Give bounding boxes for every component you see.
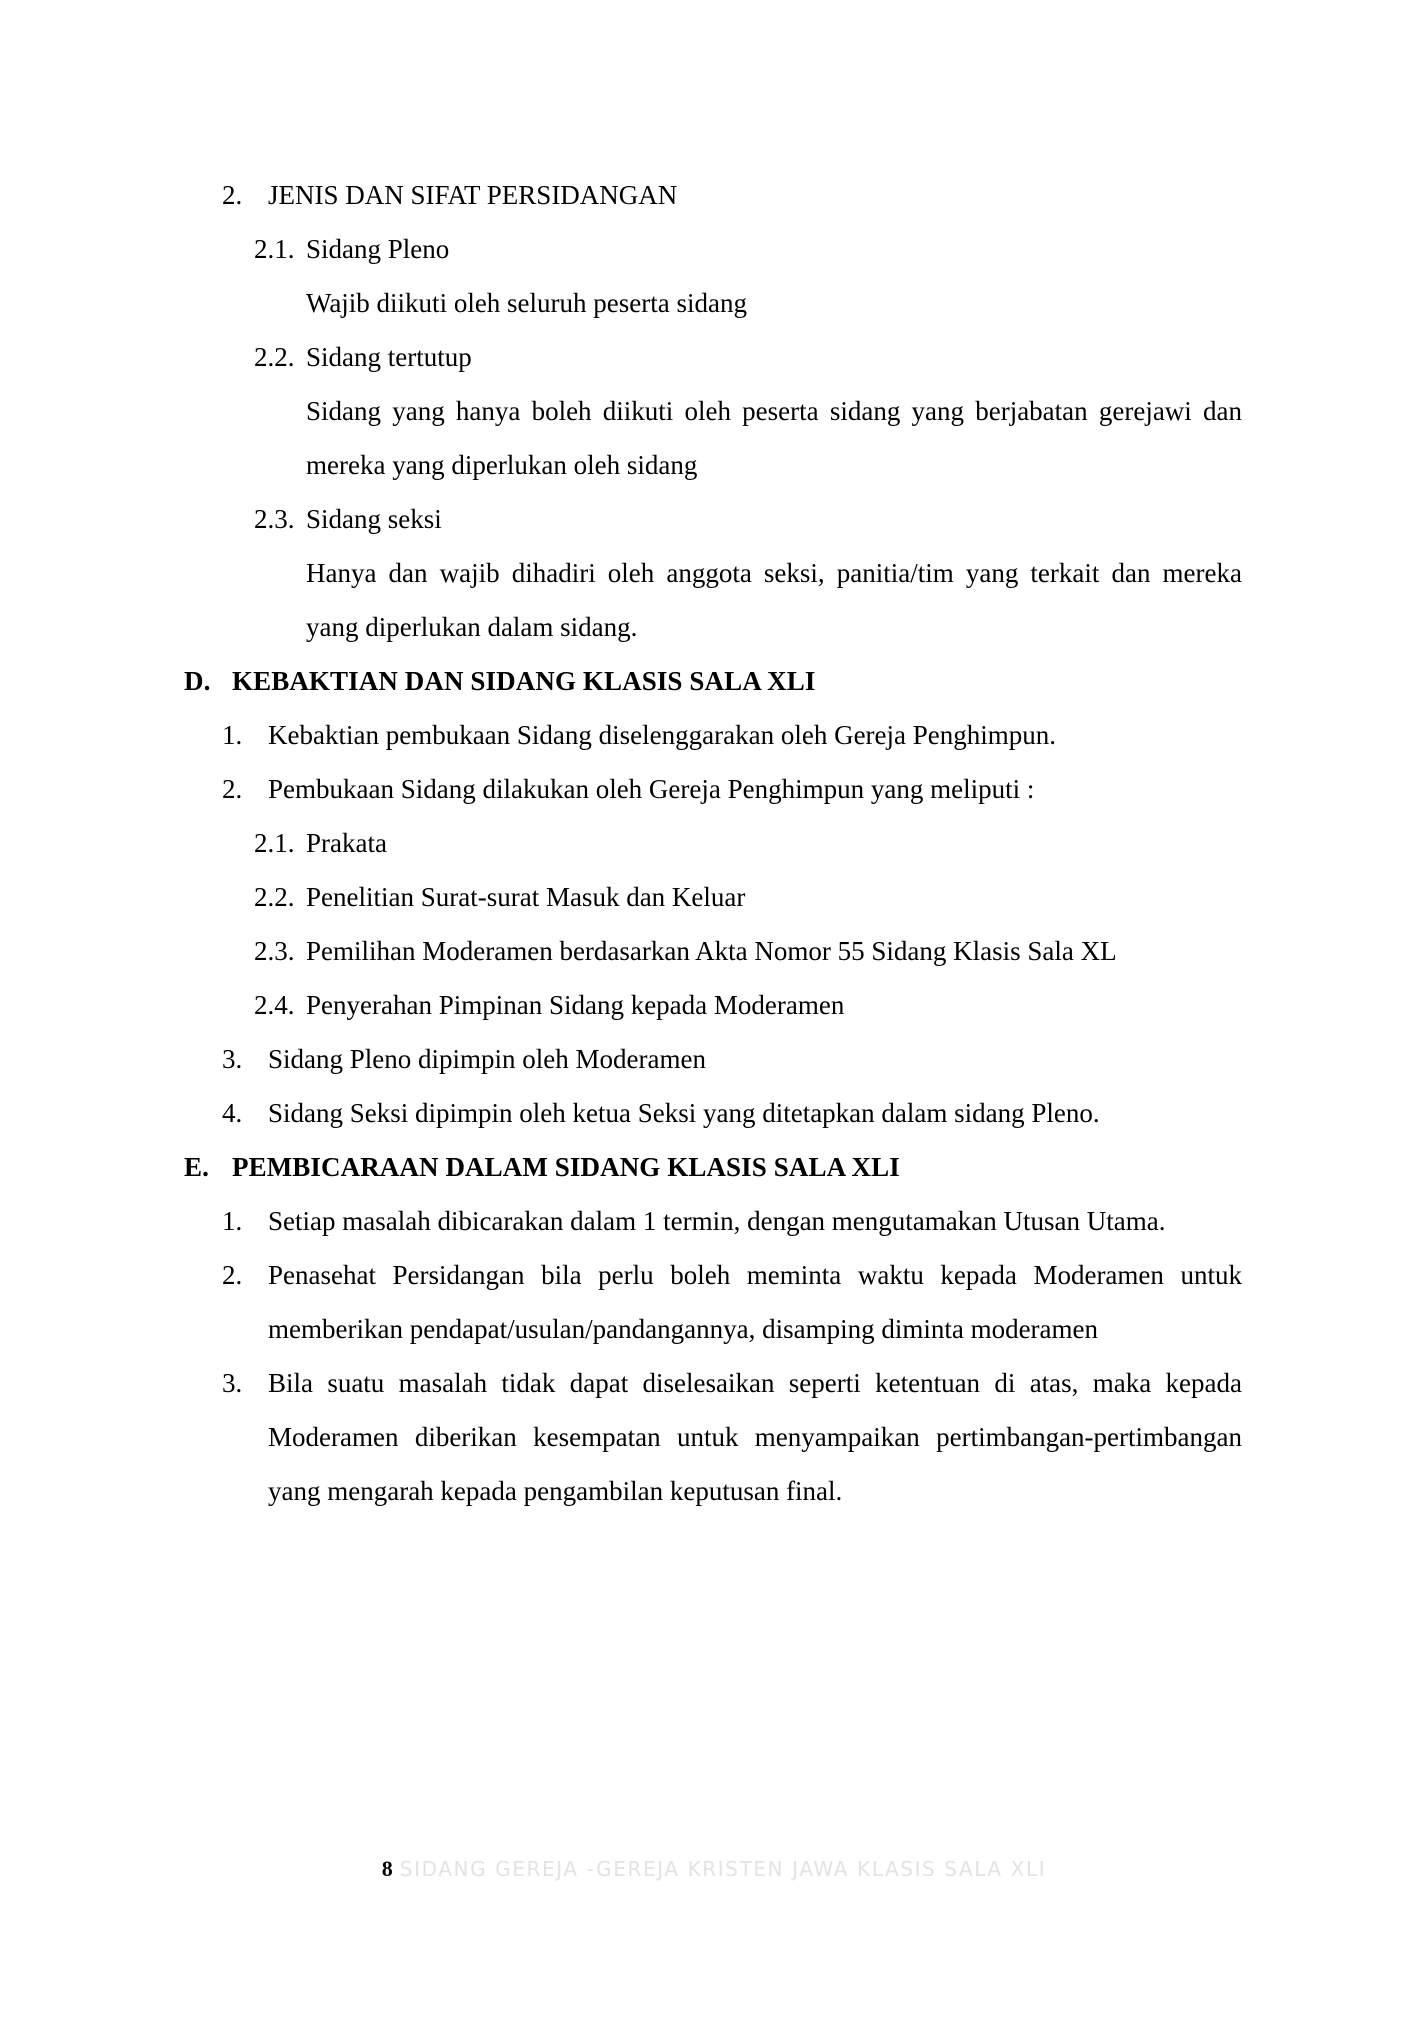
list-item-text: Sidang Seksi dipimpin oleh ketua Seksi yang ditetapkan dalam sidang Pleno. <box>268 1098 1100 1128</box>
list-item-text: Pemilihan Moderamen berdasarkan Akta Nomor 55 Sidang Klasis Sala XL <box>306 936 1117 966</box>
list-item-text: Sidang seksi <box>306 504 442 534</box>
list-marker: 2.2. <box>254 342 295 372</box>
list-marker: 2.1. <box>254 828 295 858</box>
list-item-text: Sidang Pleno dipimpin oleh Moderamen <box>268 1044 706 1074</box>
list-item <box>306 276 1242 330</box>
list-item-text: Sidang yang hanya boleh diikuti oleh peserta sidang yang berjabatan gerejawi dan mereka yang diperlukan oleh sidang <box>306 396 1242 480</box>
document-body <box>184 168 1242 1518</box>
list-item <box>254 978 1242 1032</box>
list-marker: 2.1. <box>254 234 295 264</box>
list-marker: 2.3. <box>254 936 295 966</box>
list-item <box>306 546 1242 654</box>
list-marker: 2.3. <box>254 504 295 534</box>
list-item <box>254 816 1242 870</box>
list-item <box>222 168 1242 222</box>
list-item-text: Sidang tertutup <box>306 342 472 372</box>
list-marker: 3. <box>222 1368 243 1398</box>
list-item <box>254 924 1242 978</box>
list-item-text: Hanya dan wajib dihadiri oleh anggota seksi, panitia/tim yang terkait dan mereka yang diperlukan dalam sidang. <box>306 558 1242 642</box>
list-item <box>306 384 1242 492</box>
list-item-text: Pembukaan Sidang dilakukan oleh Gereja Penghimpun yang meliputi : <box>268 774 1035 804</box>
list-item <box>222 762 1242 816</box>
footer-page-number: 8 <box>381 1856 393 1881</box>
section-heading <box>184 654 1242 708</box>
list-item-text: Setiap masalah dibicarakan dalam 1 termin, dengan mengutamakan Utusan Utama. <box>268 1206 1166 1236</box>
page-footer <box>0 1856 1428 1882</box>
list-item <box>254 222 1242 276</box>
list-item <box>254 870 1242 924</box>
list-marker: 2.4. <box>254 990 295 1020</box>
list-item-text: Prakata <box>306 828 387 858</box>
list-marker: 2. <box>222 1260 243 1290</box>
list-item <box>222 1194 1242 1248</box>
list-item-text: Sidang Pleno <box>306 234 450 264</box>
list-item-text: Penyerahan Pimpinan Sidang kepada Moderamen <box>306 990 845 1020</box>
list-item <box>222 1356 1242 1518</box>
list-item-text: Bila suatu masalah tidak dapat diselesaikan seperti ketentuan di atas, maka kepada Moderamen diberikan kesempatan untuk menyampaikan pertimbangan-pertimbangan yang mengarah kepada pengambilan keputusan final. <box>268 1368 1242 1506</box>
list-item-text: Penelitian Surat-surat Masuk dan Keluar <box>306 882 746 912</box>
list-item-text: JENIS DAN SIFAT PERSIDANGAN <box>268 180 678 210</box>
section-heading <box>184 1140 1242 1194</box>
list-marker: 1. <box>222 1206 243 1236</box>
list-item-text: Penasehat Persidangan bila perlu boleh meminta waktu kepada Moderamen untuk memberikan pendapat/usulan/pandangannya, disamping diminta moderamen <box>268 1260 1242 1344</box>
list-item <box>222 1248 1242 1356</box>
footer-running-title: SIDANG GEREJA -GEREJA KRISTEN JAWA KLASIS SALA XLI <box>399 1857 1047 1881</box>
list-item <box>254 330 1242 384</box>
list-marker: D. <box>184 666 211 696</box>
list-item <box>254 492 1242 546</box>
list-marker: 2. <box>222 180 243 210</box>
list-marker: 3. <box>222 1044 243 1074</box>
list-marker: 4. <box>222 1098 243 1128</box>
list-marker: 1. <box>222 720 243 750</box>
list-marker: 2. <box>222 774 243 804</box>
list-item-text: Wajib diikuti oleh seluruh peserta sidang <box>306 288 747 318</box>
list-item-text: Kebaktian pembukaan Sidang diselenggarakan oleh Gereja Penghimpun. <box>268 720 1057 750</box>
section-heading-text: KEBAKTIAN DAN SIDANG KLASIS SALA XLI <box>232 666 816 696</box>
list-item <box>222 708 1242 762</box>
section-heading-text: PEMBICARAAN DALAM SIDANG KLASIS SALA XLI <box>232 1152 900 1182</box>
list-item <box>222 1086 1242 1140</box>
list-item <box>222 1032 1242 1086</box>
list-marker: 2.2. <box>254 882 295 912</box>
list-marker: E. <box>184 1152 209 1182</box>
